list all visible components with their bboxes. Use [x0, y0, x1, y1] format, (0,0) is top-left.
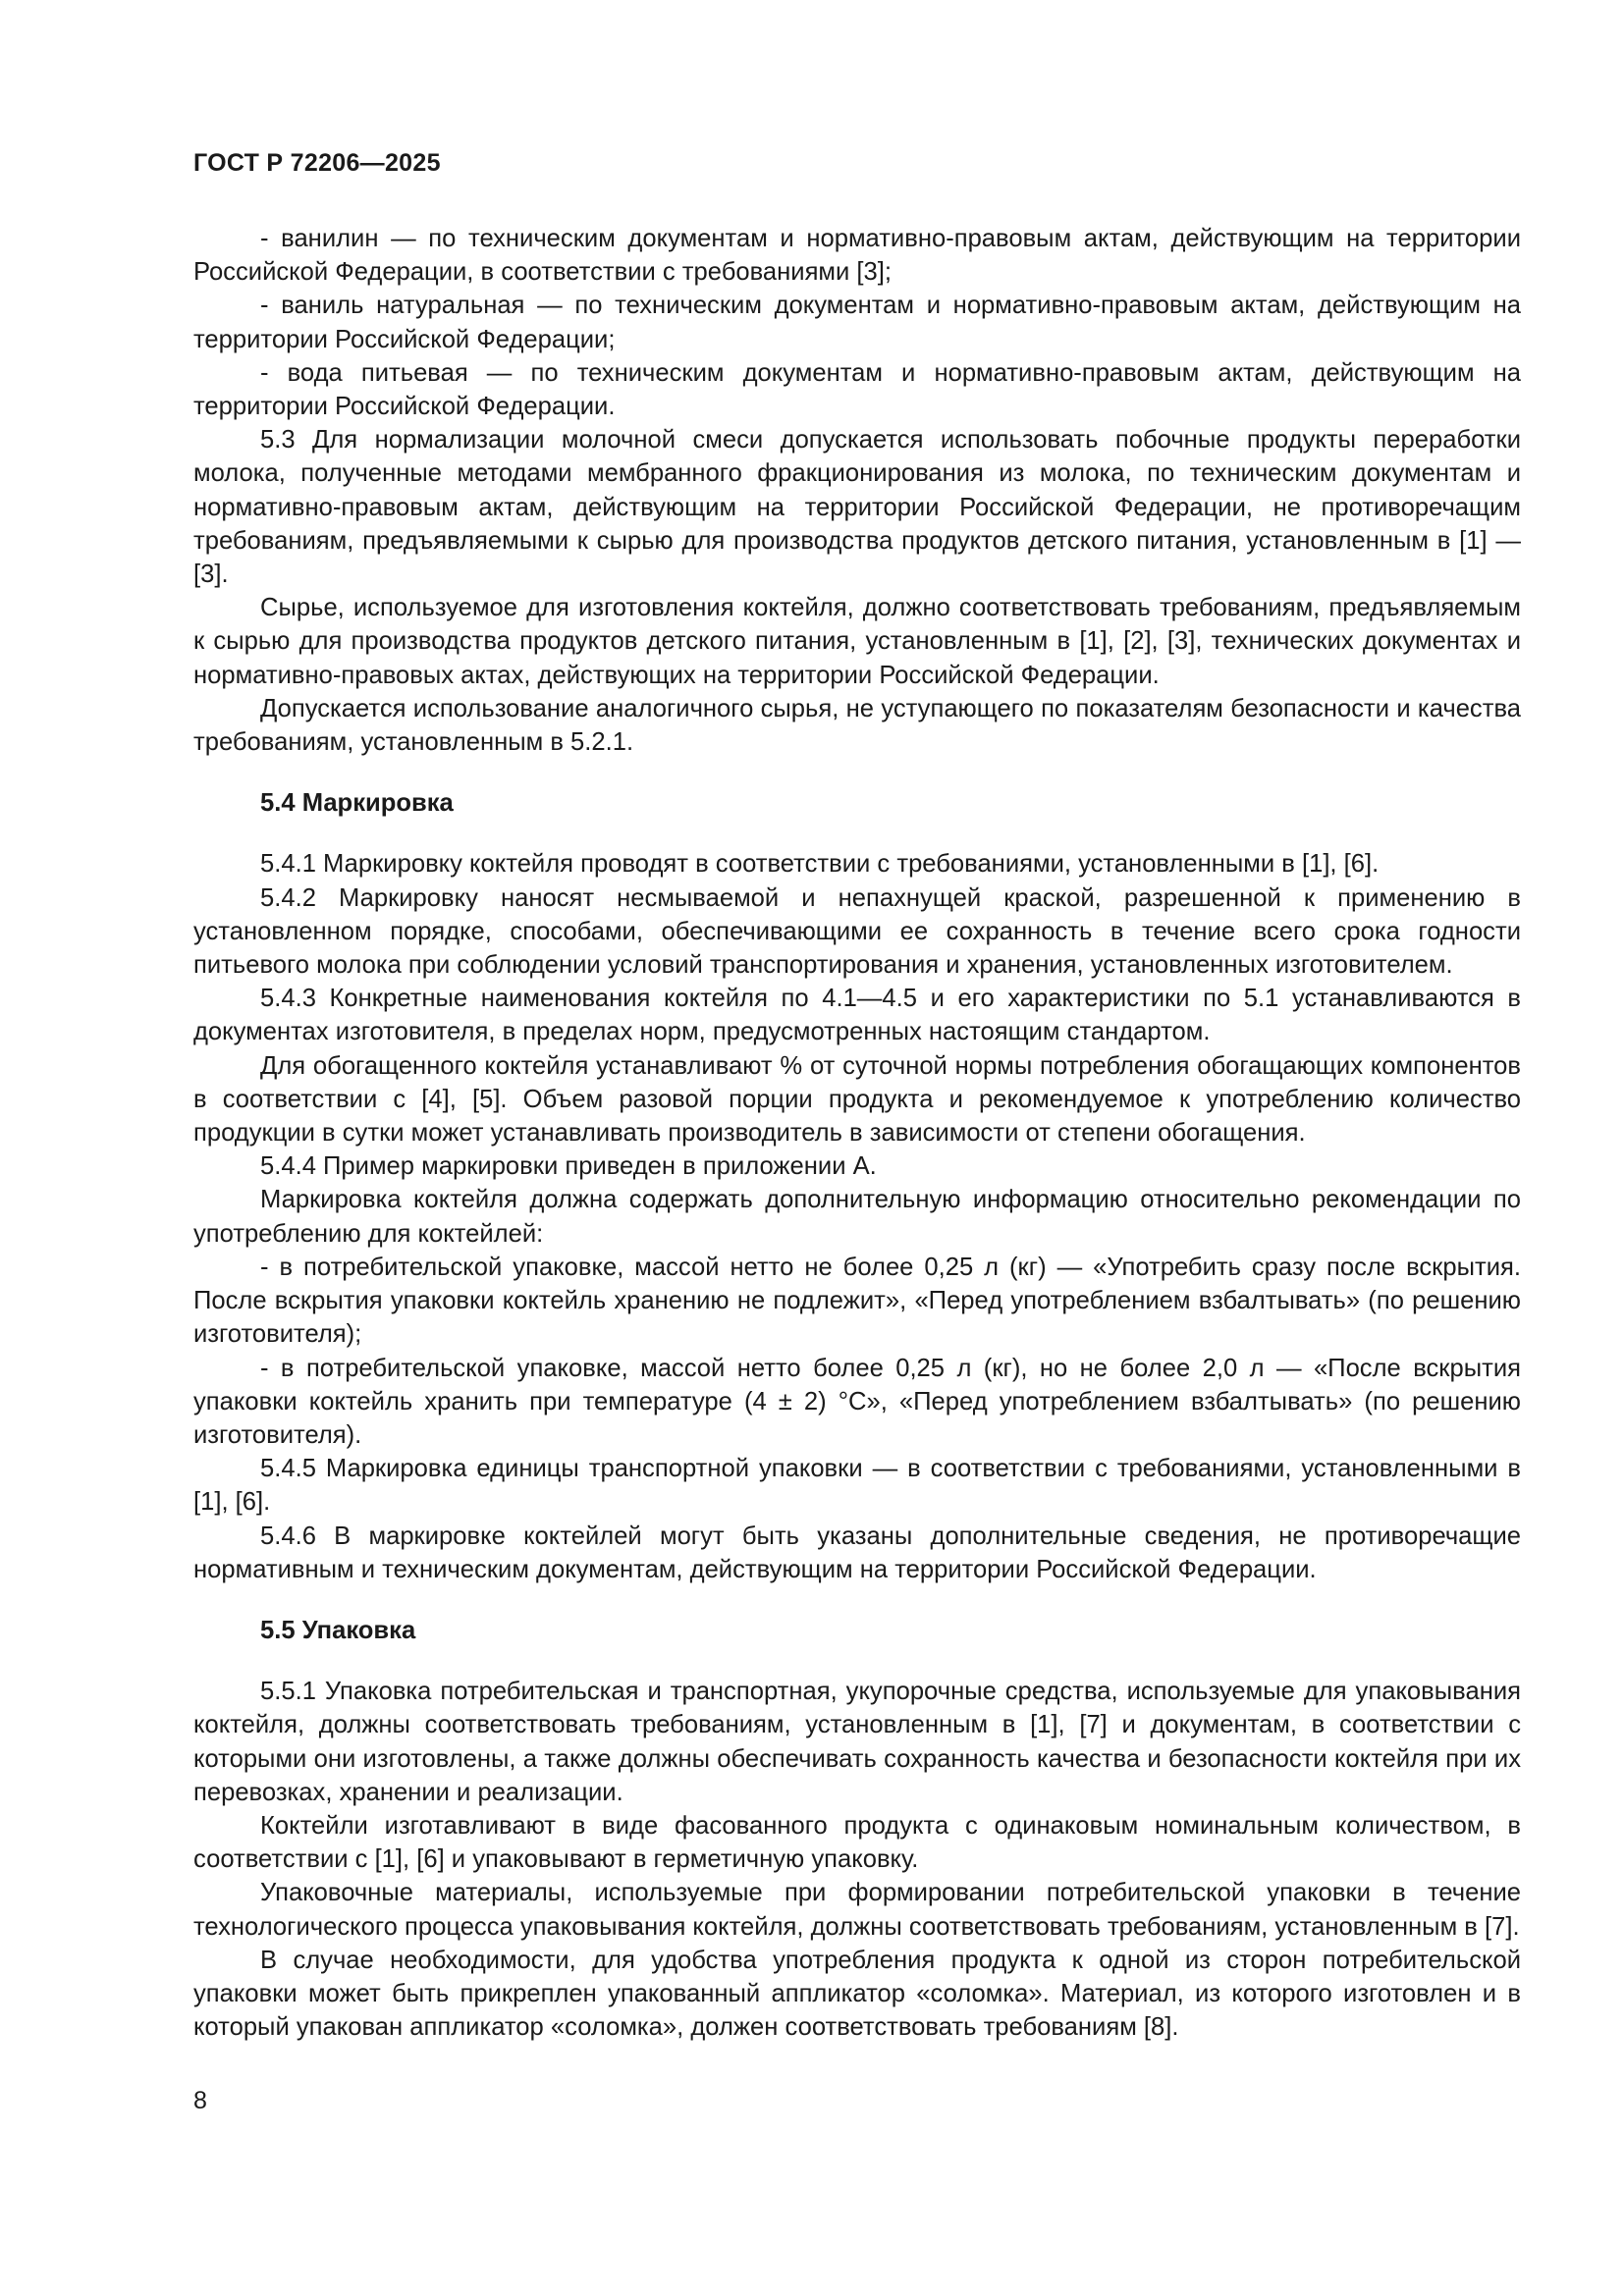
paragraph: - ванилин — по техническим документам и нормативно-правовым актам, действующим на территории Российской Федерации, в соответствии с требованиями [3];	[193, 225, 1521, 287]
paragraph: 5.4.6 В маркировке коктейлей могут быть указаны дополнительные сведения, не противоречащие нормативным и техническим документам, действующим на территории Российской Федерации.	[193, 1522, 1521, 1583]
paragraph: 5.4.1 Маркировку коктейля проводят в соответствии с требованиями, установленными в [1], [6].	[260, 850, 1380, 879]
paragraph: - в потребительской упаковке, массой нетто не более 0,25 л (кг) — «Употребить сразу после вскрытия. После вскрытия упаковки коктейль хранению не подлежит», «Перед употреблением взбалтывать» (по решению изготовителя);	[193, 1253, 1521, 1349]
paragraph: 5.4.2 Маркировку наносят несмываемой и непахнущей краской, разрешенной к применению в установленном порядке, способами, обеспечивающими ее сохранность в течение всего срока годности питьевого молока при соблюдении условий транспортирования и хранения, установленных изготовителем.	[193, 883, 1521, 980]
paragraph: Для обогащенного коктейля устанавливают % от суточной нормы потребления обогащающих компонентов в соответствии с [4], [5]. Объем разовой порции продукта и рекомендуемое к употреблению количество продукции в сутки может устанавливать производитель в зависимости от степени обогащения.	[193, 1051, 1521, 1148]
paragraph: В случае необходимости, для удобства употребления продукта к одной из сторон потребительской упаковки может быть прикреплен упакованный аппликатор «соломка». Материал, из которого изготовлен и в который упакован аппликатор «соломка», должен соответствовать требованиям [8].	[193, 1946, 1521, 2042]
paragraph: Упаковочные материалы, используемые при формировании потребительской упаковки в течение технологического процесса упаковывания коктейля, должны соответствовать требованиям, установленным в [7].	[193, 1879, 1521, 1941]
paragraph: 5.4.5 Маркировка единицы транспортной упаковки — в соответствии с требованиями, установленными в [1], [6].	[193, 1455, 1521, 1517]
section-heading-marking: 5.4 Маркировка	[260, 789, 454, 818]
paragraph: Коктейли изготавливают в виде фасованного продукта с одинаковым номинальным количеством, в соответствии с [1], [6] и упаковывают в герметичную упаковку.	[193, 1811, 1521, 1874]
document-header: ГОСТ Р 72206—2025	[193, 149, 441, 177]
paragraph: - вода питьевая — по техническим документам и нормативно-правовым актам, действующим на территории Российской Федерации.	[193, 358, 1521, 421]
section-heading-packaging: 5.5 Упаковка	[260, 1616, 416, 1644]
paragraph: Сырье, используемое для изготовления коктейля, должно соответствовать требованиям, предъявляемым к сырью для производства продуктов детского питания, установленным в [1], [2], [3], технических документах и нормативно-правовых актах, действующих на территории Российской Федерации.	[193, 594, 1521, 689]
document-body	[193, 222, 1521, 2044]
paragraph: 5.4.3 Конкретные наименования коктейля по 4.1—4.5 и его характеристики по 5.1 устанавливаются в документах изготовителя, в пределах норм, предусмотренных настоящим стандартом.	[193, 985, 1521, 1046]
paragraph: Маркировка коктейля должна содержать дополнительную информацию относительно рекомендации по употреблению для коктейлей:	[193, 1186, 1521, 1248]
paragraph: - в потребительской упаковке, массой нетто более 0,25 л (кг), но не более 2,0 л — «После вскрытия упаковки коктейль хранить при температуре (4 ± 2) °С», «Перед употреблением взбалтывать» (по решению изготовителя).	[193, 1354, 1521, 1449]
page-number: 8	[193, 2087, 207, 2114]
paragraph: - ваниль натуральная — по техническим документам и нормативно-правовым актам, действующим на территории Российской Федерации;	[193, 292, 1521, 353]
paragraph: Допускается использование аналогичного сырья, не уступающего по показателям безопасности и качества требованиям, установленным в 5.2.1.	[193, 694, 1521, 757]
paragraph: 5.3 Для нормализации молочной смеси допускается использовать побочные продукты переработки молока, полученные методами мембранного фракционирования из молока, по техническим документам и нормативно-правовым актам, действующим на территории Российской Федерации, не противоречащим требованиям, предъявляемыми к сырью для производства продуктов детского питания, установленным в [1] — [3].	[193, 426, 1521, 589]
paragraph: 5.4.4 Пример маркировки приведен в приложении А.	[260, 1152, 877, 1181]
paragraph: 5.5.1 Упаковка потребительская и транспортная, укупорочные средства, используемые для упаковывания коктейля, должны соответствовать требованиям, установленным в [1], [7] и документам, в соответствии с которыми они изготовлены, а также должны обеспечивать сохранность качества и безопасности коктейля при их перевозках, хранении и реализации.	[193, 1678, 1521, 1806]
